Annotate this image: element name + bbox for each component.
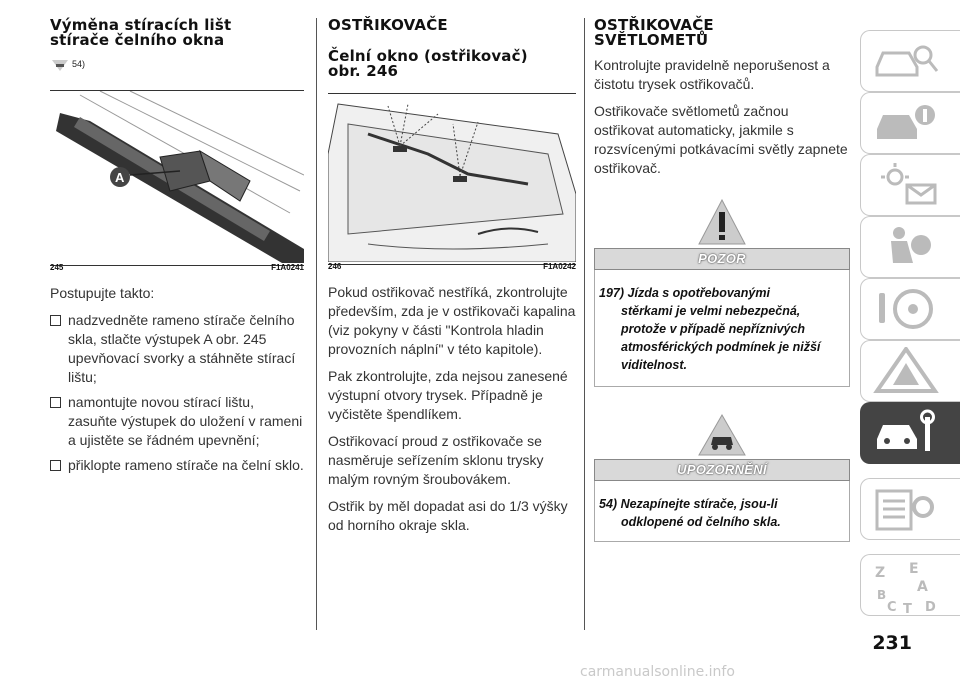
tab-technical-data[interactable] [860, 478, 960, 540]
warning-triangle-icon [697, 198, 747, 246]
tab-car-maintenance[interactable] [860, 402, 960, 464]
paragraph: Pokud ostřikovač nestříká, zkontrolujte především, zda je v ostřikovači kapalina (viz pokyny v části "Kontrola hladin provozních náplní" v této kapitole). [328, 284, 576, 357]
tab-car-search[interactable] [860, 30, 960, 92]
subheading-windscreen: Čelní okno (ostřikovač) obr. 246 [328, 47, 528, 80]
paragraph: Pak zkontrolujte, zda nejsou zanesené výstupní otvory trysek. Případně je vyčistěte špendlíkem. [328, 368, 568, 422]
figure-code: F1A0241 [271, 263, 304, 272]
car-info-icon [873, 99, 939, 147]
airbag-safety-icon [873, 223, 939, 271]
page-number: 231 [872, 632, 912, 654]
section-heading-washers: OSTŘIKOVAČE [328, 16, 448, 34]
svg-text:T: T [903, 602, 912, 617]
warning-text: 197) Jízda s opotřebovanými stěrkami je velmi nebezpečná, protože v případě nepříznivých atmosférických podmínek je nižší viditelnost. [599, 286, 821, 372]
tab-airbag-safety[interactable] [860, 216, 960, 278]
column-wiper-blades [50, 18, 304, 475]
car-maintenance-icon [873, 409, 939, 457]
warning-note [594, 270, 850, 387]
checkbox-bullet-icon [50, 397, 61, 408]
tab-steering-key[interactable] [860, 278, 960, 340]
paragraph: Kontrolujte pravidelně neporušenost a čistotu trysek ostřikovačů. [594, 57, 830, 92]
dashboard-lights-icon [873, 161, 939, 209]
figure-number: 246 [328, 262, 342, 271]
paragraph: Ostřikovače světlometů začnou ostřikovat automaticky, jakmile s rozsvícenými potkávacími světly zapnete ostřikovač. [594, 103, 848, 176]
figure-246 [328, 93, 576, 271]
wiper-blade-illustration [50, 91, 304, 263]
figure-code: F1A0242 [543, 262, 576, 271]
index-alphabet-icon [873, 561, 939, 617]
caution-text: 54) Nezapínejte stírače, jsou-li odklopené od čelního skla. [599, 497, 781, 529]
checkbox-bullet-icon [50, 460, 61, 471]
tab-dashboard-lights[interactable] [860, 154, 960, 216]
svg-text:E: E [909, 561, 919, 577]
list-item: nadzvedněte rameno stírače čelního skla, stlačte výstupek A obr. 245 upevňovací svorky a stáhněte stírací lištu; [50, 311, 304, 387]
svg-text:Z: Z [875, 565, 886, 581]
paragraph: Ostřik by měl dopadat asi do 1/3 výšky od horního okraje skla. [328, 498, 568, 533]
svg-text:D: D [925, 600, 936, 615]
figure-245 [50, 90, 304, 272]
tab-emergency[interactable] [860, 340, 960, 402]
list-item: namontujte novou stírací lištu, zasuňte výstupek do uložení v rameni a ujistěte se řádném upevnění; [50, 393, 304, 450]
svg-text:B: B [877, 588, 887, 602]
steps-list [50, 311, 304, 475]
tab-car-info[interactable] [860, 92, 960, 154]
car-search-icon [873, 37, 939, 85]
paragraph: Ostřikovací proud z ostřikovače se nasměruje seřízením sklonu trysky malým rovným šroubovákem. [328, 433, 544, 487]
column-divider [316, 18, 317, 630]
svg-text:C: C [887, 600, 897, 615]
steering-key-icon [873, 285, 939, 333]
caution-title: UPOZORNĚNÍ [594, 459, 850, 481]
callout-label-a: A [115, 170, 125, 185]
svg-text:A: A [917, 579, 928, 595]
column-divider [584, 18, 585, 630]
warning-icon-wrap [594, 198, 850, 246]
caution-icon-wrap [594, 413, 850, 457]
caution-reference [50, 58, 304, 76]
emergency-triangle-icon [873, 347, 939, 395]
technical-data-icon [873, 485, 939, 533]
figure-number: 245 [50, 263, 64, 272]
section-heading-wiper: Výměna stíracích lišt stírače čelního okna [50, 16, 232, 49]
caution-note [594, 481, 850, 542]
checkbox-bullet-icon [50, 315, 61, 326]
intro-text: Postupujte takto: [50, 285, 155, 301]
engine-hood-illustration [328, 94, 576, 262]
warning-title: POZOR [594, 248, 850, 270]
tab-index[interactable] [860, 554, 960, 616]
section-heading-headlight-washers: OSTŘIKOVAČE SVĚTLOMETŮ [594, 16, 714, 49]
car-caution-icon [697, 413, 747, 457]
column-washers [328, 18, 576, 535]
list-item: přiklopte rameno stírače na čelní sklo. [50, 456, 304, 475]
column-headlight-washers [594, 18, 850, 542]
reference-number: 54) [72, 59, 86, 69]
watermark[interactable]: carmanualsonline.info [580, 664, 735, 680]
car-caution-icon [50, 58, 70, 72]
